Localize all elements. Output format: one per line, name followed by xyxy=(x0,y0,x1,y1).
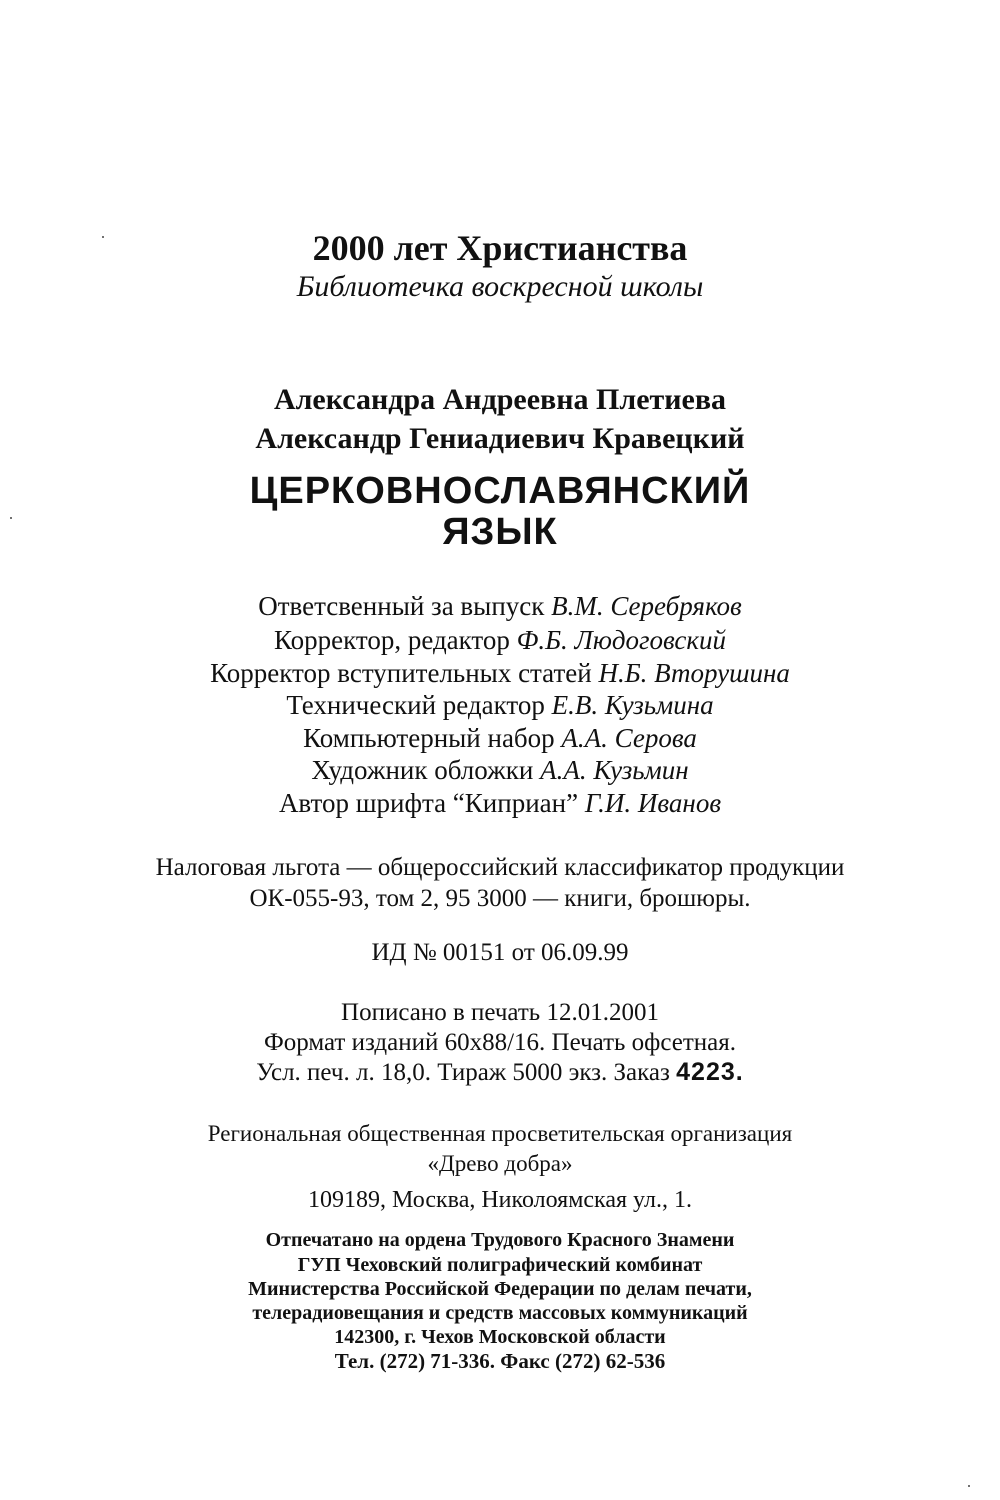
printer-line: 142300, г. Чехов Московской области xyxy=(334,1326,666,1348)
credit-person: Ф.Б. Людоговский xyxy=(516,625,727,655)
print-volume-text: Усл. печ. л. 18,0. Тираж 5000 экз. Заказ xyxy=(256,1059,670,1086)
scan-speck xyxy=(968,1485,970,1487)
order-number-stamp: 4223. xyxy=(676,1058,744,1086)
credit-role: Ответсвенный за выпуск xyxy=(258,591,545,621)
printer-line: телерадиовещания и средств массовых коммуникаций xyxy=(252,1302,748,1324)
tax-note-line: Налоговая льгота — общероссийский классификатор продукции xyxy=(155,854,845,881)
credit-role: Компьютерный набор xyxy=(303,723,555,753)
credit-line xyxy=(0,660,1000,687)
series-title: 2000 лет Христианства xyxy=(312,228,688,268)
credit-person: А.А. Кузьмин xyxy=(540,755,689,785)
credit-line xyxy=(0,757,1000,784)
printer-contacts: Тел. (272) 71-336. Факс (272) 62-536 xyxy=(334,1349,666,1373)
book-title-line: ЯЗЫК xyxy=(442,511,558,553)
credit-person: А.А. Серова xyxy=(561,723,697,753)
publisher-org: Региональная общественная просветительская организация xyxy=(207,1121,793,1146)
credit-line xyxy=(0,790,1000,817)
license-number: ИД № 00151 от 06.09.99 xyxy=(371,939,629,966)
credit-line xyxy=(0,692,1000,719)
publisher-address: 109189, Москва, Николоямская ул., 1. xyxy=(308,1187,692,1213)
credit-line xyxy=(0,627,1000,654)
series-subtitle: Библиотечка воскресной школы xyxy=(296,270,704,303)
credit-role: Художник обложки xyxy=(311,755,534,785)
author-name: Александра Андреевна Плетиева xyxy=(273,383,727,416)
tax-note-line: ОК-055-93, том 2, 95 3000 — книги, брошюры. xyxy=(249,885,751,912)
print-format: Формат изданий 60x88/16. Печать офсетная. xyxy=(263,1029,737,1056)
book-title-line: ЦЕРКОВНОСЛАВЯНСКИЙ xyxy=(249,470,751,512)
credit-role: Автор шрифта “Киприан” xyxy=(278,788,579,818)
credit-person: Г.И. Иванов xyxy=(584,788,722,818)
credit-role: Технический редактор xyxy=(286,690,545,720)
credit-role: Корректор, редактор xyxy=(273,625,510,655)
author-name: Александр Гениадиевич Кравецкий xyxy=(255,422,745,455)
credit-person: В.М. Серебряков xyxy=(551,591,742,621)
credit-role: Корректор вступительных статей xyxy=(210,658,592,688)
credit-line xyxy=(0,725,1000,752)
printer-line: ГУП Чеховский полиграфический комбинат xyxy=(297,1254,703,1276)
print-signed-date: Пописано в печать 12.01.2001 xyxy=(341,999,659,1026)
printer-line: Министерства Российской Федерации по делам печати, xyxy=(248,1278,752,1300)
publisher-name: «Древо добра» xyxy=(427,1151,573,1176)
credit-person: Е.В. Кузьмина xyxy=(551,690,714,720)
scan-speck xyxy=(10,517,12,519)
print-volume-line xyxy=(0,1060,1000,1085)
scan-speck xyxy=(102,236,104,238)
printer-line: Отпечатано на ордена Трудового Красного Знамени xyxy=(265,1229,735,1251)
credit-line xyxy=(0,593,1000,620)
credit-person: Н.Б. Вторушина xyxy=(598,658,790,688)
